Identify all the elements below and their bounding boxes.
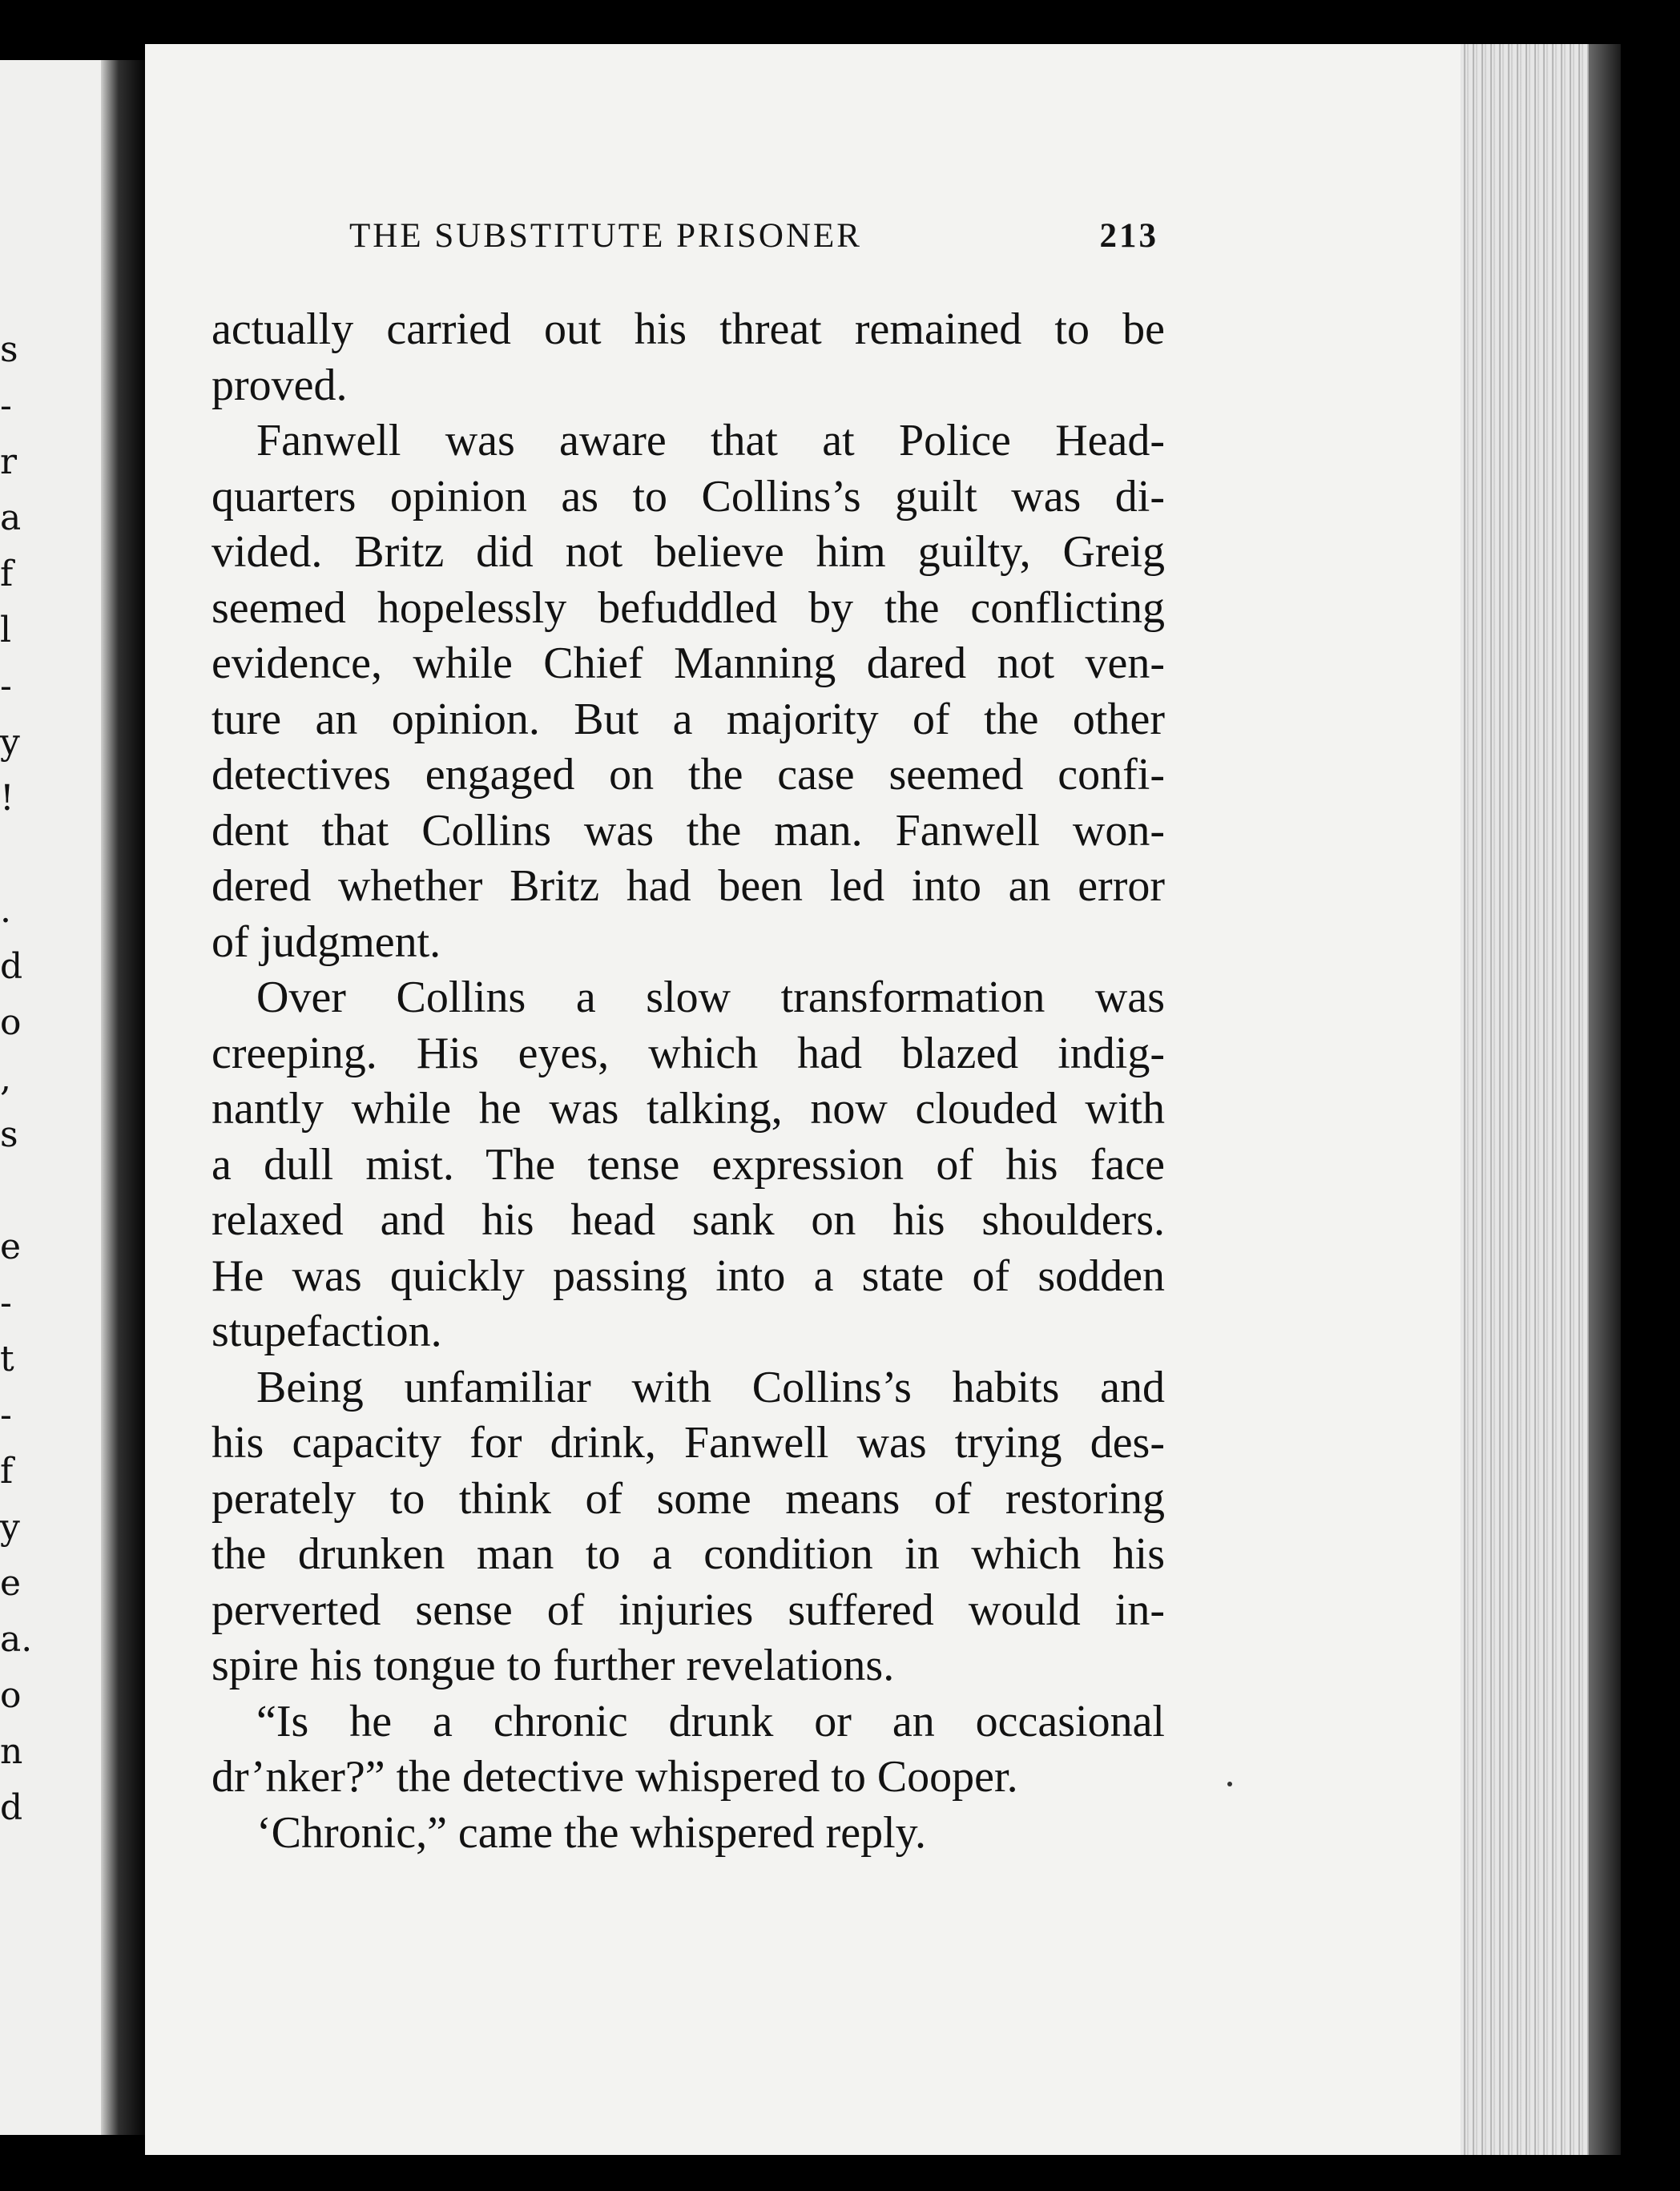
text-line: his capacity for drink, Fanwell was trying des- [212,1418,1165,1468]
text-line: seemed hopelessly befuddled by the conflicting [212,582,1165,633]
left-margin-char: f [0,1451,14,1492]
left-margin-char: s [0,329,18,370]
text-line: He was quickly passing into a state of sodden [212,1251,1165,1301]
text-line: ‘Chronic,” came the whispered reply. [256,1807,927,1858]
left-margin-char: r [0,441,18,482]
left-margin-char: , [0,1058,11,1099]
text-line: vided. Britz did not believe him guilty, Greig [212,527,1165,577]
text-line: a dull mist. The tense expression of his face [212,1139,1165,1190]
left-margin-char: n [0,1731,23,1772]
left-margin-char: f [0,554,14,594]
text-line: of judgment. [212,916,441,967]
text-line: “Is he a chronic drunk or an occasional [256,1696,1165,1746]
left-margin-char: - [0,1395,12,1436]
text-line: dered whether Britz had been led into an error [212,861,1165,911]
text-line: the drunken man to a condition in which his [212,1529,1165,1579]
text-line: nantly while he was talking, now clouded with [212,1084,1165,1134]
left-margin-char: t [0,1339,14,1379]
text-line: stupefaction. [212,1307,442,1356]
left-margin-char: - [0,1283,12,1323]
text-line: creeping. His eyes, which had blazed indig- [212,1028,1165,1078]
stray-mark [1227,1782,1232,1786]
page-edges [1460,44,1589,2155]
left-page-margin-text [0,322,33,1836]
text-line: actually carried out his threat remained to be [212,304,1165,354]
left-margin-char: d [0,946,23,987]
left-margin-char [0,1163,24,1219]
left-margin-char: . [0,890,11,931]
page-number: 213 [1099,217,1158,255]
left-margin-char: - [0,666,12,707]
text-line: proved. [212,360,348,410]
running-head [349,216,1158,272]
text-line: perately to think of some means of restoring [212,1473,1165,1524]
book-gutter [101,60,145,2135]
text-line: perverted sense of injuries suffered would in- [212,1585,1165,1635]
left-margin-char: s [0,1114,18,1155]
text-line: Being unfamiliar with Collins’s habits and [256,1362,1165,1412]
text-line: Over Collins a slow transformation was [256,973,1165,1022]
book-cover-edge [1589,44,1621,2155]
text-line: spire his tongue to further revelations. [212,1641,895,1690]
left-margin-char: ! [0,778,14,819]
left-margin-char: y [0,1507,20,1548]
left-margin-char: o [0,1002,22,1043]
text-line: quarters opinion as to Collins’s guilt was di- [212,471,1165,522]
left-margin-char: l [0,610,12,650]
body-text [212,302,1165,1861]
text-line: dr’nker?” the detective whispered to Cooper. [212,1752,1018,1802]
left-margin-char: e [0,1563,22,1604]
left-margin-char: e [0,1226,22,1267]
text-line: detectives engaged on the case seemed confi- [212,750,1165,799]
left-margin-char: o [0,1675,22,1716]
left-margin-char: a. [0,1619,33,1660]
text-line: Fanwell was aware that at Police Head- [256,416,1165,465]
text-line: ture an opinion. But a majority of the other [212,694,1165,744]
left-margin-char: d [0,1787,23,1828]
text-line: evidence, while Chief Manning dared not ven- [212,638,1165,688]
left-margin-char: - [0,385,12,426]
left-margin-char: y [0,722,20,763]
text-line: dent that Collins was the man. Fanwell won- [212,805,1165,856]
left-margin-char [0,827,24,883]
running-title: THE SUBSTITUTE PRISONER [349,217,862,255]
left-margin-char: a [0,497,22,538]
text-line: relaxed and his head sank on his shoulders. [212,1195,1165,1245]
